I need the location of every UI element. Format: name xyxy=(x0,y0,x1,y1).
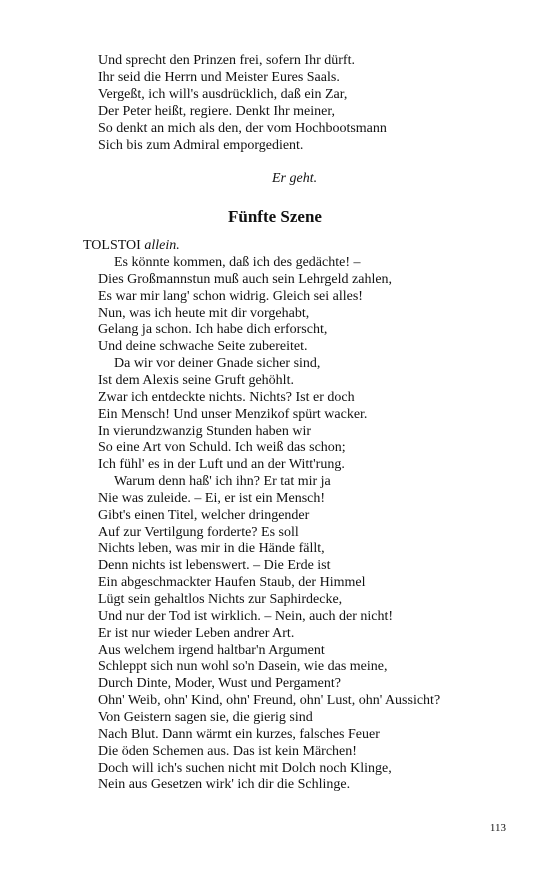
verse-line: Vergeßt, ich will's ausdrücklich, daß ein Zar, xyxy=(98,87,348,102)
verse-line: Ihr seid die Herrn und Meister Eures Saals. xyxy=(98,70,340,85)
verse-line: Dies Großmannstun muß auch sein Lehrgeld zahlen, xyxy=(98,271,393,287)
verse-line: So eine Art von Schuld. Ich weiß das schon; xyxy=(98,440,346,456)
scene-title: Fünfte Szene xyxy=(228,207,322,226)
verse-line: Nein aus Gesetzen wirk' ich dir die Schlinge. xyxy=(98,777,351,793)
verse-line: So denkt an mich als den, der vom Hochbootsmann xyxy=(98,121,387,136)
verse-line: Die öden Schemen aus. Das ist kein Märchen! xyxy=(98,743,357,759)
verse-line: Und nur der Tod ist wirklich. – Nein, auch der nicht! xyxy=(98,608,394,624)
verse-line: In vierundzwanzig Stunden haben wir xyxy=(98,423,312,439)
verse-line: Sich bis zum Admiral emporgedient. xyxy=(98,138,304,153)
verse-line: Ein abgeschmackter Haufen Staub, der Himmel xyxy=(98,575,366,591)
verse-line: Nach Blut. Dann wärmt ein kurzes, falsches Feuer xyxy=(98,726,380,742)
speaker-line xyxy=(83,237,180,254)
verse-line: Ich fühl' es in der Luft und an der Witt'rung. xyxy=(98,457,345,473)
verse-line: Doch will ich's suchen nicht mit Dolch noch Klinge, xyxy=(98,760,392,776)
verse-line: Da wir vor deiner Gnade sicher sind, xyxy=(114,356,321,372)
verse-line: Es war mir lang' schon widrig. Gleich sei alles! xyxy=(98,288,363,304)
verse-line: Der Peter heißt, regiere. Denkt Ihr meiner, xyxy=(98,104,335,119)
verse-line: Ist dem Alexis seine Gruft gehöhlt. xyxy=(98,372,294,388)
verse-line: Nun, was ich heute mit dir vorgehabt, xyxy=(98,305,310,321)
page-number: 113 xyxy=(489,822,506,834)
verse-line: Und deine schwache Seite zubereitet. xyxy=(98,339,308,355)
verse-line: Ohn' Weib, ohn' Kind, ohn' Freund, ohn' Lust, ohn' Aussicht? xyxy=(98,693,441,709)
verse-line: Von Geistern sagen sie, die gierig sind xyxy=(98,709,313,725)
verse-line: Warum denn haß' ich ihn? Er tat mir ja xyxy=(114,474,331,490)
verse-line: Es könnte kommen, daß ich des gedächte! – xyxy=(114,255,361,270)
verse-line: Und sprecht den Prinzen frei, sofern Ihr dürft. xyxy=(98,53,355,68)
verse-line: Schleppt sich nun wohl so'n Dasein, wie das meine, xyxy=(98,659,388,675)
speaker-note: allein. xyxy=(144,238,180,253)
verse-line: Ein Mensch! Und unser Menzikof spürt wacker. xyxy=(98,406,368,422)
verse-line: Nichts leben, was mir in die Hände fällt, xyxy=(98,541,325,557)
verse-line: Er ist nur wieder Leben andrer Art. xyxy=(98,625,295,641)
verse-line: Gelang ja schon. Ich habe dich erforscht, xyxy=(98,322,328,338)
verse-line: Nie was zuleide. – Ei, er ist ein Mensch! xyxy=(98,490,326,506)
verse-line: Durch Dinte, Moder, Wust und Pergament? xyxy=(98,676,341,692)
stage-direction: Er geht. xyxy=(272,171,318,186)
verse-line: Gibt's einen Titel, welcher dringender xyxy=(98,507,310,523)
verse-line: Aus welchem irgend haltbar'n Argument xyxy=(98,642,325,658)
verse-line: Lügt sein gehaltlos Nichts zur Saphirdecke, xyxy=(98,592,343,607)
verse-line: Zwar ich entdeckte nichts. Nichts? Ist er doch xyxy=(98,389,355,405)
verse-line: Denn nichts ist lebenswert. – Die Erde ist xyxy=(98,558,331,574)
verse-line: Auf zur Vertilgung forderte? Es soll xyxy=(98,524,299,540)
speaker-name: TOLSTOI xyxy=(83,238,141,253)
